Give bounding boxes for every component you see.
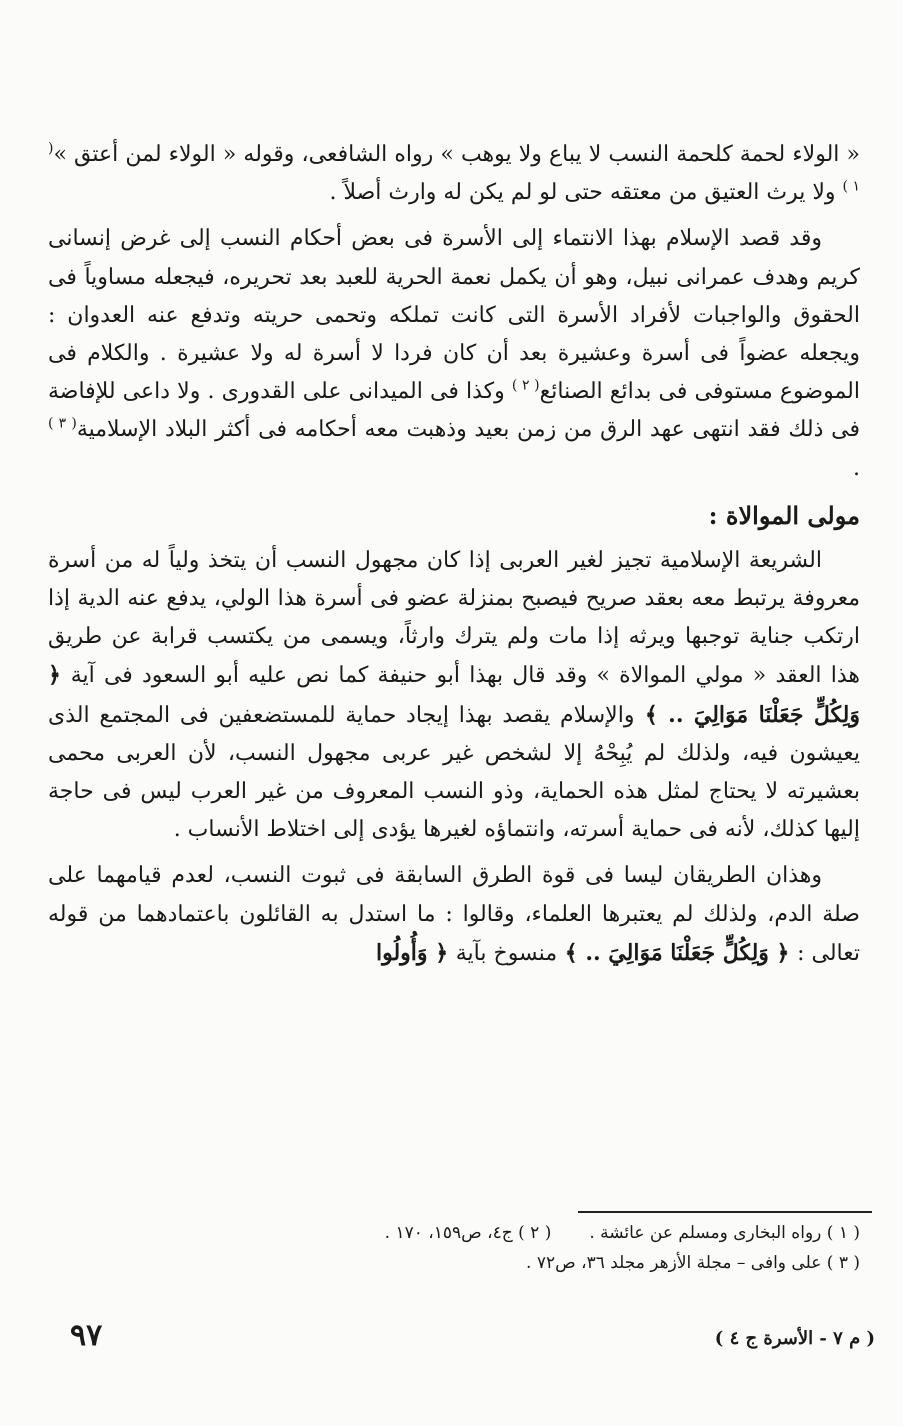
paragraph-2-text: وقد قصد الإسلام بهذا الانتماء إلى الأسرة فى بعض أحكام النسب إلى غرض إنسانى كريم وهدف عمرانى نبيل، وهو أن يكمل نعمة الحرية للعبد بعد تحريره، فيجعله مساوياً فى الحقوق والواجبات لأفراد الأسرة التى كانت تملكه وتحمى حريته وتدفع عنه العدوان : ويجعله عضواً فى أسرة وعشيرة بعد أن كان فردا لا أسرة له ولا عشيرة . والكلام فى الموضوع مستوفى فى بدائع الصنائع — [48, 226, 860, 405]
page-number: ٩٧ — [70, 1318, 103, 1353]
quran-verse: ﴿ وَلِكُلٍّ جَعَلْنَا مَوَالِيَ .. ﴾ — [557, 939, 798, 966]
footnote-ref-2: ( ٢ ) — [511, 377, 540, 394]
footnote-ref-3: ( ٣ ) — [48, 416, 77, 433]
paragraph-2-text-end: . — [853, 455, 860, 481]
paragraph-3 — [48, 542, 860, 850]
paragraph-1-text-end: ولا يرث العتيق من معتقه حتى لو لم يكن له وارث أصلاً . — [329, 180, 843, 206]
paragraph-4 — [48, 857, 860, 973]
footnote-row — [140, 1218, 860, 1248]
footnote-2: ( ٢ ) ج٤، ص١٥٩، ١٧٠ . — [384, 1223, 552, 1243]
paragraph-1 — [48, 136, 860, 212]
paragraph-3-text: الشريعة الإسلامية تجيز لغير العربى إذا كان مجهول النسب أن يتخذ ولياً له من أسرة معروفة يرتبط معه بعقد صريح فيصبح بمنزلة عضو فى أسرة هذا الولي، يدفع عنه الدية إذا ارتكب جناية توجبها ويرثه إذا مات ولم يترك وارثاً، ويسمى من يكتسب قرابة عن طريق هذا العقد « مولي الموالاة » وقد قال بهذا أبو حنيفة كما نص عليه أبو السعود فى آية — [48, 547, 860, 689]
footnote-row — [140, 1248, 860, 1278]
signature-mark: ( م ٧ - الأسرة ج ٤ ) — [714, 1328, 875, 1349]
paragraph-4-text: وهذان الطريقان ليسا فى قوة الطرق السابقة فى ثبوت النسب، لعدم قيامهما على صلة الدم، ولذلك لم يعتبرها العلماء، وقالوا : ما استدل به القائلون باعتمادهما من قوله تعالى : — [48, 863, 860, 966]
paragraph-2 — [48, 220, 860, 487]
footnote-3: ( ٣ ) على وافى – مجلة الأزهر مجلد ٣٦، ص٧٢ . — [526, 1253, 860, 1273]
paragraph-4-text-mid: منسوخ بآية — [455, 940, 558, 966]
section-heading: مولى الموالاة : — [708, 500, 860, 530]
quran-verse: ﴿ وَأُولُوا — [376, 939, 456, 966]
footnote-divider — [578, 1211, 872, 1213]
main-text — [48, 136, 860, 973]
paragraph-1-text: « الولاء لحمة كلحمة النسب لا يباع ولا يوهب » رواه الشافعى، وقوله « الولاء لمن أعتق » — [53, 142, 860, 167]
quran-verse: ﴿ وَلِكُلٍّ جَعَلْنَا مَوَالِيَ .. ﴾ — [48, 662, 860, 728]
paragraph-3-text-end: والإسلام يقصد بهذا إيجاد حماية للمستضعفين فى المجتمع الذى يعيشون فيه، ولذلك لم يُبِحْهُ إلا لشخص غير عربى مجهول النسب، لأن العربى محمى بعشيرته لا يحتاج لمثل هذه الحماية، وذو النسب المعروف من غير العرب ليس فى حاجة إليها كذلك، لأنه فى حماية أسرته، وانتماؤه لغيرها يؤدى إلى اختلاط الأنساب . — [48, 702, 860, 843]
paragraph-2-text-mid: وكذا فى الميدانى على القدورى . ولا داعى للإفاضة فى ذلك فقد انتهى عهد الرق من زمن بعيد وذهبت معه أحكامه فى أكثر البلاد الإسلامية — [48, 379, 860, 443]
footnotes — [140, 1218, 860, 1278]
footnote-ref-1: ( ١ ) — [48, 140, 860, 195]
footnote-1: ( ١ ) رواه البخارى ومسلم عن عائشة . — [589, 1223, 860, 1243]
